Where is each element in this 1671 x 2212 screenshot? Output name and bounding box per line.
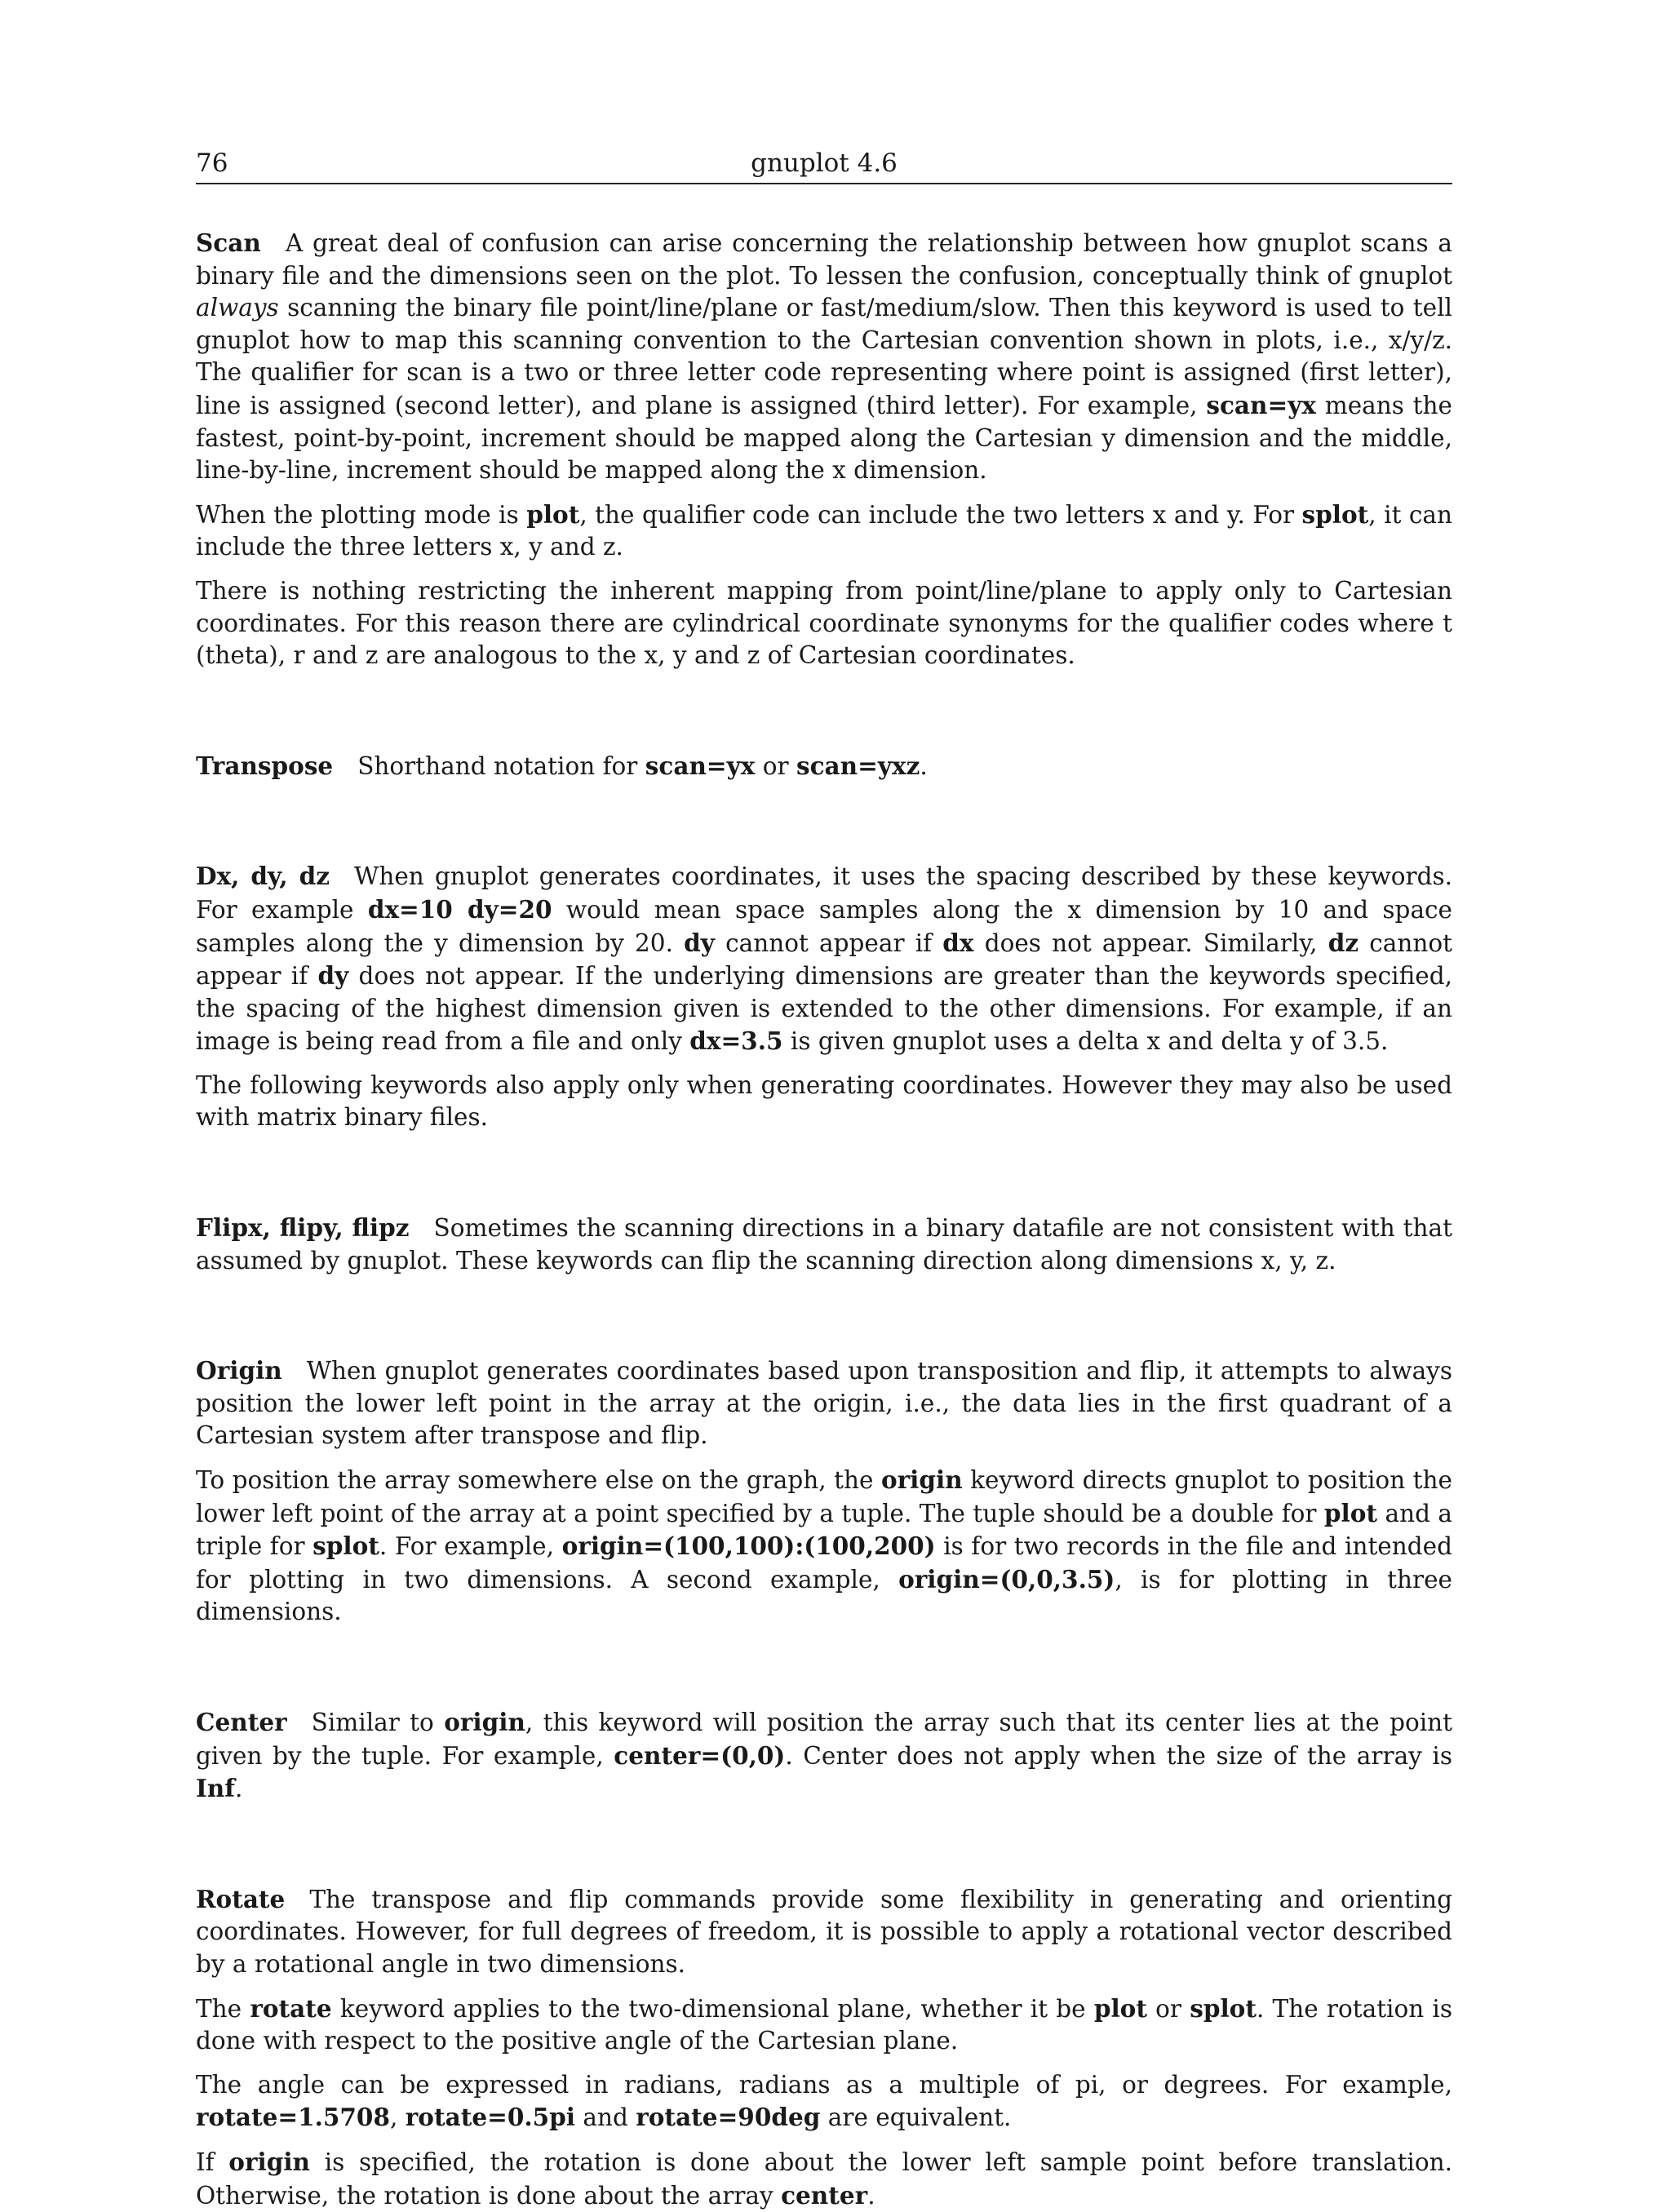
section-heading-transpose: Transpose (196, 751, 334, 780)
running-title: gnuplot 4.6 (751, 149, 898, 178)
keyword: center=(0,0) (614, 1740, 786, 1770)
text-run: are equivalent. (820, 2103, 1012, 2132)
text-run: means the fastest, point-by-point, increment should be mapped along the Cartesian y dimension and the middle, line-by-line, increment should be mapped along the x dimension. (196, 391, 1452, 485)
text-run: or (755, 751, 796, 780)
text-run: , (389, 2103, 406, 2132)
text-run: , the qualifier code can include the two letters x and y. For (579, 500, 1302, 529)
text-run: When gnuplot generates coordinates based upon transposition and flip, it attempts to always position the lower left point in the array at the origin, i.e., the data lies in the first quadrant of a Cartesian system after transpose and flip. (196, 1357, 1452, 1450)
text-run: is for two records in the file and intended for plotting in two dimensions. A second example, (196, 1532, 1452, 1594)
text-run: , is for plotting in three dimensions. (196, 1565, 1452, 1626)
text-run: would mean space samples along the x dimension by 10 and space samples along the y dimension by 20. (196, 895, 1453, 957)
keyword: Inf (196, 1774, 235, 1803)
keyword: origin (880, 1465, 963, 1495)
text-run: or (1146, 1994, 1190, 2023)
text-run: , this keyword will position the array such that its center lies at the point given by the tuple. For example, (196, 1709, 1453, 1770)
rotate-paragraph-1 (196, 1883, 1452, 1981)
text-run: The following keywords also apply only when generating coordinates. However they may also be used with matrix binary files. (196, 1071, 1452, 1132)
document-page (196, 147, 1452, 2212)
text-run: Shorthand notation for (357, 751, 645, 780)
emphasis: always (196, 294, 279, 322)
keyword: origin (444, 1708, 525, 1736)
rotate-paragraph-4 (196, 2146, 1452, 2212)
section-heading-flip: Flipx, flipy, flipz (196, 1213, 410, 1243)
keyword: origin=(0,0,3.5) (898, 1564, 1115, 1594)
dx-paragraph-1 (196, 860, 1452, 1058)
text-run: does not appear. If the underlying dimensions are greater than the keywords specified, the spacing of the highest dimension given is extended to the other dimensions. For example, if an image is being read from a file and only (196, 962, 1452, 1056)
text-run: The angle can be expressed in radians, radians as a multiple of pi, or degrees. For example, (196, 2070, 1452, 2099)
section-heading-rotate: Rotate (196, 1884, 286, 1913)
text-run: keyword applies to the two-dimensional plane, whether it be (331, 1994, 1094, 2023)
scan-paragraph-3 (196, 575, 1452, 672)
keyword: dx (942, 928, 974, 957)
section-rotate (196, 1883, 1452, 2212)
text-run: If (196, 2148, 229, 2176)
dx-paragraph-2 (196, 1070, 1452, 1134)
text-run: . Center does not apply when the size of the array is (785, 1741, 1452, 1770)
section-heading-origin: Origin (196, 1356, 282, 1385)
section-transpose (196, 750, 1452, 783)
text-run: . (234, 1775, 243, 1803)
text-run: scanning the binary file point/line/plane or fast/medium/slow. Then this keyword is used to tell gnuplot how to map this scanning convention to the Cartesian convention shown in plots, i.e., x/y/z. The qualifier for scan is a two or three letter code representing where point is assigned (first letter), line is assigned (second letter), and plane is assigned (third letter). For example, (196, 294, 1452, 419)
flip-paragraph-1 (196, 1212, 1452, 1277)
text-run: is given gnuplot uses a delta x and delta y of 3.5. (782, 1027, 1389, 1056)
keyword: scan=yxz (796, 751, 920, 780)
section-flip (196, 1212, 1452, 1277)
section-heading-center: Center (196, 1708, 287, 1736)
center-paragraph-1 (196, 1706, 1452, 1806)
keyword: rotate=90deg (636, 2103, 821, 2132)
text-run: and (574, 2103, 636, 2132)
keyword: splot (312, 1532, 379, 1561)
keyword: center (781, 2180, 868, 2210)
section-heading-scan: Scan (196, 228, 261, 257)
text-run: To position the array somewhere else on the graph, the (196, 1466, 881, 1495)
text-run: The transpose and flip commands provide some flexibility in generating and orienting coordinates. However, for full degrees of freedom, it is possible to apply a rotational vector described by a rotational angle in two dimensions. (196, 1885, 1452, 1978)
text-run: Similar to (311, 1709, 445, 1736)
origin-paragraph-2 (196, 1464, 1452, 1629)
keyword: dy (684, 928, 715, 957)
keyword: rotate=1.5708 (196, 2103, 390, 2132)
keyword: dy (317, 961, 349, 991)
text-run: There is nothing restricting the inherent mapping from point/line/plane to apply only to Cartesian coordinates. For this reason there are cylindrical coordinate synonyms for the qualifier codes where t (theta), r and z are analogous to the x, y and z of Cartesian coordinates. (196, 576, 1452, 670)
keyword: scan=yx (1206, 390, 1316, 419)
keyword: plot (1323, 1498, 1378, 1527)
scan-paragraph-1 (196, 227, 1452, 487)
keyword: dx=10 dy=20 (367, 894, 552, 924)
text-run: . (920, 751, 928, 780)
section-center (196, 1706, 1452, 1806)
rotate-paragraph-2 (196, 1993, 1452, 2058)
text-run: and a triple for (196, 1499, 1452, 1561)
rotate-paragraph-3 (196, 2069, 1452, 2134)
text-run: . The rotation is done with respect to the positive angle of the Cartesian plane. (196, 1994, 1453, 2055)
section-origin (196, 1354, 1452, 1629)
text-run: . (867, 2181, 875, 2210)
keyword: scan=yx (645, 751, 756, 780)
keyword: rotate=0.5pi (405, 2103, 575, 2132)
text-run: A great deal of confusion can arise concerning the relationship between how gnuplot scans a binary file and the dimensions seen on the plot. To lessen the confusion, conceptually think of gnuplot (196, 229, 1452, 290)
page-header (196, 147, 1452, 184)
keyword: origin=(100,100):(100,200) (561, 1532, 936, 1561)
keyword: plot (1093, 1993, 1147, 2023)
text-run: When the plotting mode is (196, 500, 527, 529)
section-dx-dy-dz (196, 860, 1452, 1134)
text-run: does not appear. Similarly, (973, 929, 1328, 957)
keyword: plot (526, 499, 580, 529)
keyword: splot (1301, 499, 1369, 529)
keyword: splot (1190, 1993, 1257, 2023)
text-run: , it can include the three letters x, y and z. (196, 500, 1453, 561)
transpose-paragraph-1 (196, 750, 1452, 783)
text-run: keyword directs gnuplot to position the lower left point of the array at a point specified by a tuple. The tuple should be a double for (196, 1466, 1452, 1527)
text-run: Sometimes the scanning directions in a binary datafile are not consistent with that assumed by gnuplot. These keywords can flip the scanning direction along dimensions x, y, z. (196, 1214, 1452, 1274)
scan-paragraph-2 (196, 499, 1452, 564)
text-run: When gnuplot generates coordinates, it uses the spacing described by these keywords. For example (196, 862, 1452, 924)
keyword: dz (1327, 928, 1359, 957)
keyword: origin (228, 2147, 311, 2176)
text-run: cannot appear if (196, 929, 1452, 991)
origin-paragraph-1 (196, 1354, 1452, 1452)
text-run: . For example, (379, 1532, 562, 1561)
keyword: rotate (250, 1993, 332, 2023)
page-number: 76 (196, 149, 228, 178)
section-heading-dx-dy-dz: Dx, dy, dz (196, 862, 330, 891)
text-run: The (196, 1994, 250, 2023)
text-run: cannot appear if (714, 929, 943, 957)
page-content (196, 227, 1452, 2212)
section-scan (196, 227, 1452, 672)
keyword: dx=3.5 (689, 1026, 783, 1056)
text-run: is specified, the rotation is done about the lower left sample point before translation. Otherwise, the rotation is done about the array (196, 2148, 1452, 2210)
